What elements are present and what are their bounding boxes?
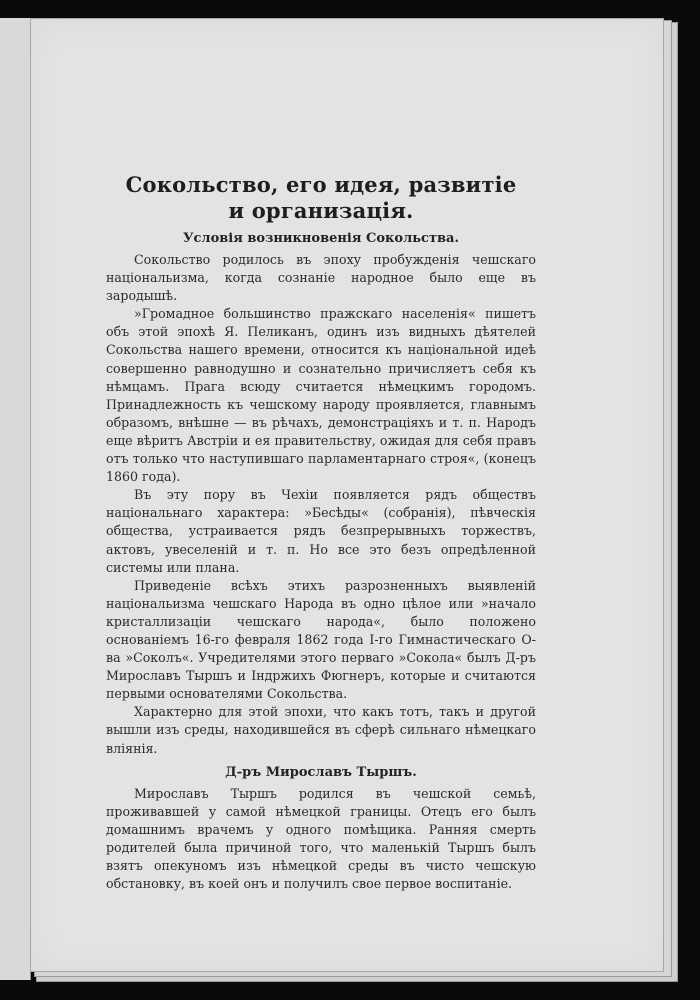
paragraph: Характерно для этой эпохи, что какъ тотъ, такъ и другой вышли изъ среды, находившейся въ сферѣ сильнаго нѣмецкаго вліянія. [106, 704, 536, 756]
page-text [106, 150, 536, 893]
title-line-2: и организація. [228, 198, 414, 223]
paragraph: Мирославъ Тыршъ родился въ чешской семьѣ, проживавшей у самой нѣмецкой границы. Отецъ его былъ домашнимъ врачемъ у одного помѣщика. Ранняя смерть родителей была причиной того, что маленькій Тыршъ былъ взятъ опекуномъ изъ нѣмецкой среды въ чисто чешскую обстановку, въ коей онъ и получилъ свое первое воспитаніе. [106, 785, 536, 892]
page-title [106, 172, 536, 224]
previous-page-edge [0, 18, 31, 980]
paragraph: Сокольство родилось въ эпоху пробужденія чешскаго національизма, когда сознаніе народное было еще въ зародышѣ. [106, 252, 536, 304]
paragraph: Приведеніе всѣхъ этихъ разрозненныхъ выявленій національизма чешскаго Народа въ одно цѣлое или »начало кристаллизаціи чешскаго народа«, было положено основаніемъ 16-го февраля 1862 года I-го Гимнастическаго О-ва »Соколъ«. Учредителями этого перваго »Сокола« былъ Д-ръ Мирославъ Тыршъ и Індржихъ Фюгнеръ, которые и считаются первыми основателями Сокольства. [106, 577, 536, 702]
paragraph: Въ эту пору въ Чехіи появляется рядъ обществъ національнаго характера: »Бесѣды« (собранія), пѣвческія общества, устраивается рядъ безпрерывныхъ торжествъ, актовъ, увеселеній и т. п. Но все это безъ опредѣленной системы или плана. [106, 487, 536, 575]
section-heading-conditions: Условія возникновенія Сокольства. [182, 231, 460, 246]
paragraph: »Громадное большинство пражскаго населенія« пишетъ объ этой эпохѣ Я. Пеликанъ, одинъ изъ видныхъ дѣятелей Сокольства нашего времени, относится къ національной идеѣ совершенно равнодушно и сознательно причисляетъ себя къ нѣмцамъ. Прага всюду считается нѣмецкимъ городомъ. Принадлежность къ чешскому народу проявляется, главнымъ образомъ, внѣшне — въ рѣчахъ, демонстраціяхъ и т. п. Народъ еще вѣритъ Австріи и ея правительству, ожидая для себя правъ отъ только что наступившаго парламентарнаго строя«, (конецъ 1860 года). [106, 306, 536, 485]
section-heading-tyrs: Д-ръ Мирославъ Тыршъ. [225, 764, 417, 780]
title-line-1: Сокольство, его идея, развитіе [125, 172, 517, 197]
